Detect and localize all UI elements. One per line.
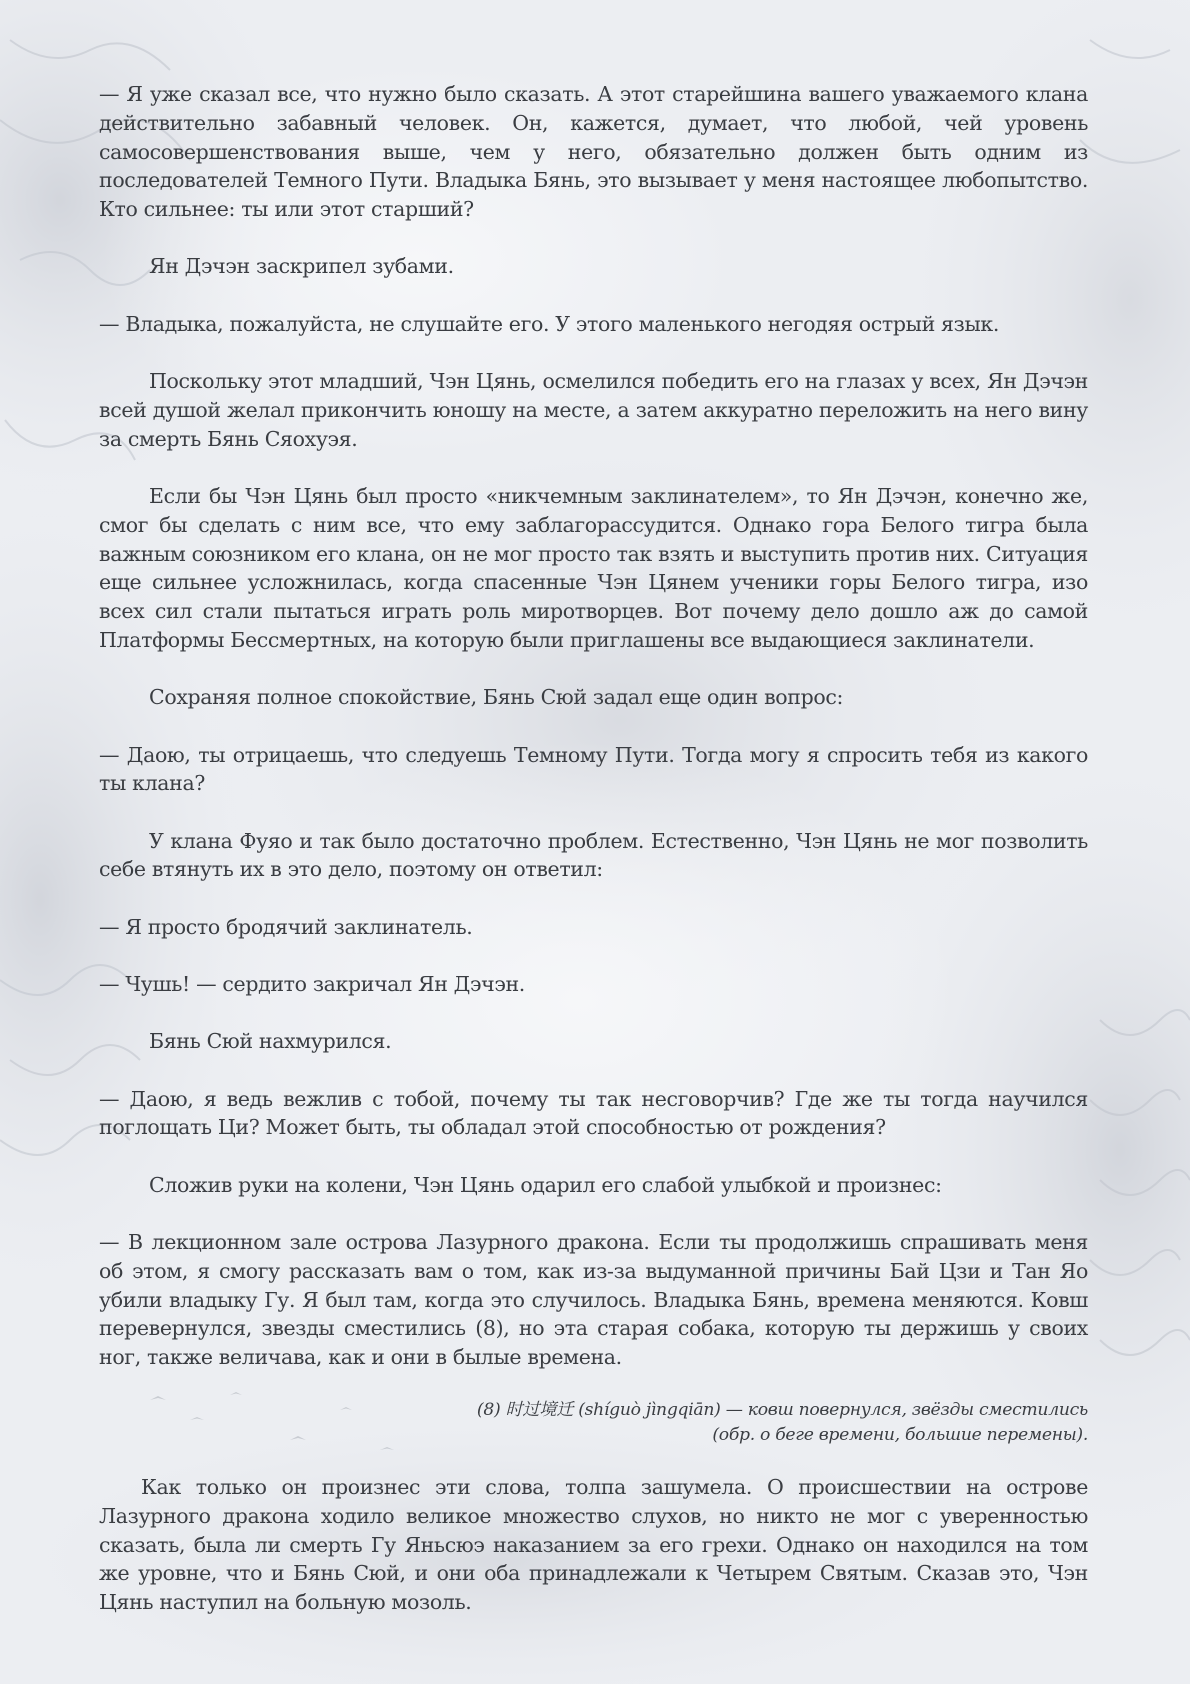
paragraph-narration: Сохраняя полное спокойствие, Бянь Сюй задал еще один вопрос: xyxy=(149,685,844,710)
paragraph-narration: Как только он произнес эти слова, толпа зашумела. О происшествии на острове Лазурного дракона ходило великое множество слухов, но никто не мог с уверенностью сказать, была ли смерть Гу Яньсюэ наказанием за его грехи. Однако он находился на том же уровне, что и Бянь Сюй, и они оба принадлежали к Четырем Святым. Сказав это, Чэн Цянь наступил на больную мозоль. xyxy=(99,1475,1088,1615)
paragraph-narration: Бянь Сюй нахмурился. xyxy=(149,1029,392,1054)
paragraph-narration: Сложив руки на колени, Чэн Цянь одарил его слабой улыбкой и произнес: xyxy=(149,1172,942,1197)
footnote-line: (8) 时过境迁 (shíguò jìngqiān) — ковш повернулся, звёзды сместились xyxy=(476,1400,1088,1420)
paragraph-narration: Ян Дэчэн заскрипел зубами. xyxy=(149,254,454,279)
paragraph-narration: У клана Фуяо и так было достаточно проблем. Естественно, Чэн Цянь не мог позволить себе втянуть их в это дело, поэтому он ответил: xyxy=(99,828,1088,882)
page-text xyxy=(99,80,1088,1617)
paragraph-dialog: — Даою, ты отрицаешь, что следуешь Темному Пути. Тогда могу я спросить тебя из какого ты клана? xyxy=(99,742,1088,796)
paragraph-narration: Если бы Чэн Цянь был просто «никчемным заклинателем», то Ян Дэчэн, конечно же, смог бы сделать с ним все, что ему заблагорассудится. Однако гора Белого тигра была важным союзником его клана, он не мог просто так взять и выступить против них. Ситуация еще сильнее усложнилась, когда спасенные Чэн Цянем ученики горы Белого тигра, изо всех сил стали пытаться играть роль миротворцев. Вот почему дело дошло аж до самой Платформы Бессмертных, на которую были приглашены все выдающиеся заклинатели. xyxy=(99,483,1088,652)
footnote-line: (обр. о беге времени, большие перемены). xyxy=(712,1424,1088,1445)
paragraph-dialog: — Владыка, пожалуйста, не слушайте его. У этого маленького негодяя острый язык. xyxy=(99,311,1000,336)
paragraph-dialog: — В лекционном зале острова Лазурного дракона. Если ты продолжишь спрашивать меня об этом, я смогу рассказать вам о том, как из-за выдуманной причины Бай Цзи и Тан Яо убили владыку Гу. Я был там, когда это случилось. Владыка Бянь, времена меняются. Ковш перевернулся, звезды сместились (8), но эта старая собака, которую ты держишь у своих ног, также величава, как и они в былые времена. xyxy=(99,1230,1088,1370)
paragraph-dialog: — Я уже сказал все, что нужно было сказать. А этот старейшина вашего уважаемого клана действительно забавный человек. Он, кажется, думает, что любой, чей уровень самосовершенствования выше, чем у него, обязательно должен быть одним из последователей Темного Пути. Владыка Бянь, это вызывает у меня настоящее любопытство. Кто сильнее: ты или этот старший? xyxy=(99,82,1088,222)
paragraph-narration: Поскольку этот младший, Чэн Цянь, осмелился победить его на глазах у всех, Ян Дэчэн всей душой желал прикончить юношу на месте, а затем аккуратно переложить на него вину за смерть Бянь Сяохуэя. xyxy=(99,369,1088,451)
paragraph-dialog: — Я просто бродячий заклинатель. xyxy=(99,914,473,939)
footnote xyxy=(99,1398,1088,1447)
paragraph-dialog: — Даою, я ведь вежлив с тобой, почему ты так несговорчив? Где же ты тогда научился поглощать Ци? Может быть, ты обладал этой способностью от рождения? xyxy=(99,1086,1088,1140)
paragraph-dialog: — Чушь! — сердито закричал Ян Дэчэн. xyxy=(99,972,525,997)
